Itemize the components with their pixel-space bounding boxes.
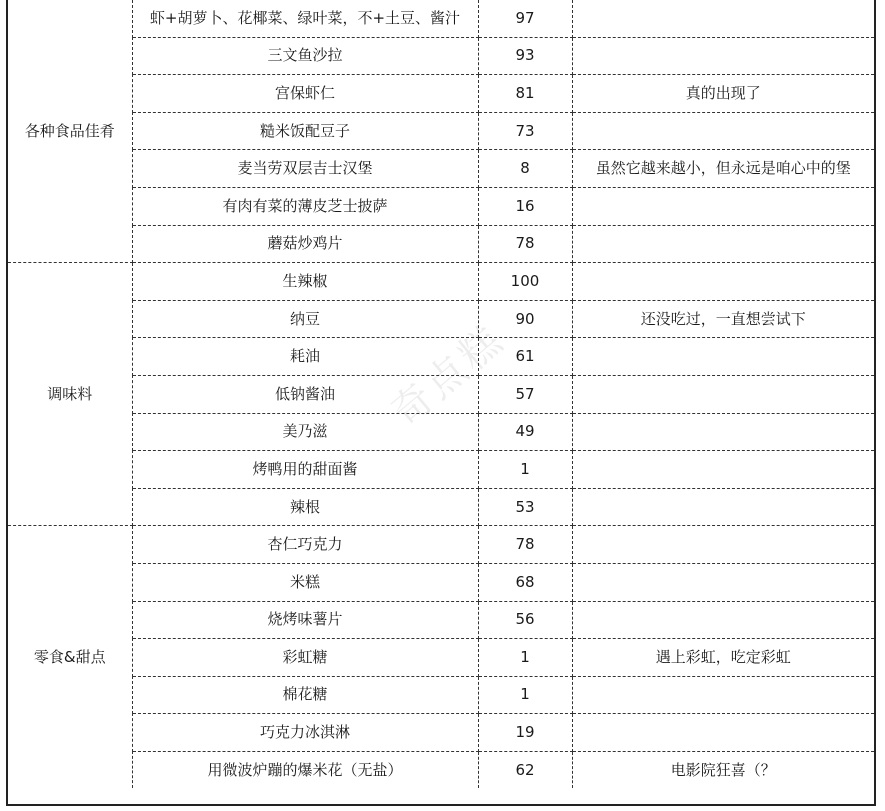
score-cell: 62 [478, 751, 572, 788]
table-row [8, 0, 874, 37]
note-cell [572, 413, 874, 451]
note-cell: 真的出现了 [572, 75, 874, 113]
table-row [8, 187, 874, 225]
food-name-cell: 彩虹糖 [132, 639, 478, 677]
food-name-cell: 米糕 [132, 563, 478, 601]
table-row [8, 526, 874, 564]
table-row [8, 639, 874, 677]
score-cell: 93 [478, 37, 572, 75]
table-row [8, 338, 874, 376]
table-row [8, 37, 874, 75]
food-name-cell: 低钠酱油 [132, 375, 478, 413]
table-row [8, 375, 874, 413]
note-cell [572, 112, 874, 150]
score-cell: 49 [478, 413, 572, 451]
food-name-cell: 宫保虾仁 [132, 75, 478, 113]
note-cell [572, 187, 874, 225]
note-cell [572, 676, 874, 714]
table-row [8, 112, 874, 150]
table-row [8, 413, 874, 451]
score-cell: 19 [478, 714, 572, 752]
food-name-cell: 有肉有菜的薄皮芝士披萨 [132, 187, 478, 225]
note-cell [572, 451, 874, 489]
table-row [8, 751, 874, 788]
note-cell [572, 338, 874, 376]
table-row [8, 714, 874, 752]
note-cell [572, 0, 874, 37]
note-cell [572, 488, 874, 526]
note-cell: 遇上彩虹，吃定彩虹 [572, 639, 874, 677]
score-cell: 97 [478, 0, 572, 37]
table-row [8, 263, 874, 301]
note-cell [572, 263, 874, 301]
table-row [8, 451, 874, 489]
category-cell: 调味料 [8, 263, 132, 526]
note-cell: 虽然它越来越小，但永远是咱心中的堡 [572, 150, 874, 188]
table-row [8, 225, 874, 263]
category-cell: 各种食品佳肴 [8, 0, 132, 263]
score-cell: 78 [478, 526, 572, 564]
score-cell: 100 [478, 263, 572, 301]
score-cell: 53 [478, 488, 572, 526]
note-cell [572, 375, 874, 413]
note-cell: 电影院狂喜（？ [670, 760, 776, 779]
score-cell: 1 [478, 676, 572, 714]
food-name-cell: 棉花糖 [132, 676, 478, 714]
score-cell: 56 [478, 601, 572, 639]
score-cell: 73 [478, 112, 572, 150]
note-cell [572, 225, 874, 263]
score-cell: 90 [478, 300, 572, 338]
score-cell: 78 [478, 225, 572, 263]
food-score-table [8, 0, 874, 788]
food-name-cell: 烧烤味薯片 [132, 601, 478, 639]
score-cell: 16 [478, 187, 572, 225]
category-cell: 零食&甜点 [8, 526, 132, 789]
note-cell [572, 601, 874, 639]
note-cell [572, 37, 874, 75]
score-cell: 61 [478, 338, 572, 376]
food-name-cell: 用微波炉蹦的爆米花（无盐） [132, 751, 478, 788]
food-name-cell: 糙米饭配豆子 [132, 112, 478, 150]
table-row [8, 676, 874, 714]
food-name-cell: 麦当劳双层吉士汉堡 [132, 150, 478, 188]
food-name-cell: 虾+胡萝卜、花椰菜、绿叶菜，不+土豆、酱汁 [132, 0, 478, 37]
food-name-cell: 辣根 [132, 488, 478, 526]
table-row [8, 488, 874, 526]
score-cell: 68 [478, 563, 572, 601]
table-row [8, 601, 874, 639]
score-cell: 1 [478, 639, 572, 677]
food-name-cell: 生辣椒 [132, 263, 478, 301]
score-cell: 57 [478, 375, 572, 413]
score-cell: 81 [478, 75, 572, 113]
food-name-cell: 蘑菇炒鸡片 [132, 225, 478, 263]
food-name-cell: 纳豆 [132, 300, 478, 338]
score-cell: 1 [478, 451, 572, 489]
note-cell: 还没吃过，一直想尝试下 [572, 300, 874, 338]
note-cell [572, 526, 874, 564]
table-row [8, 563, 874, 601]
watermark: 奇点糕 [382, 316, 514, 437]
food-name-cell: 杏仁巧克力 [132, 526, 478, 564]
food-name-cell: 美乃滋 [132, 413, 478, 451]
food-name-cell: 烤鸭用的甜面酱 [132, 451, 478, 489]
table-row [8, 150, 874, 188]
food-name-cell: 三文鱼沙拉 [132, 37, 478, 75]
note-cell [572, 714, 874, 752]
table-row [8, 75, 874, 113]
score-cell: 8 [478, 150, 572, 188]
table-row [8, 300, 874, 338]
food-name-cell: 耗油 [132, 338, 478, 376]
food-name-cell: 巧克力冰淇淋 [132, 714, 478, 752]
note-cell [572, 563, 874, 601]
